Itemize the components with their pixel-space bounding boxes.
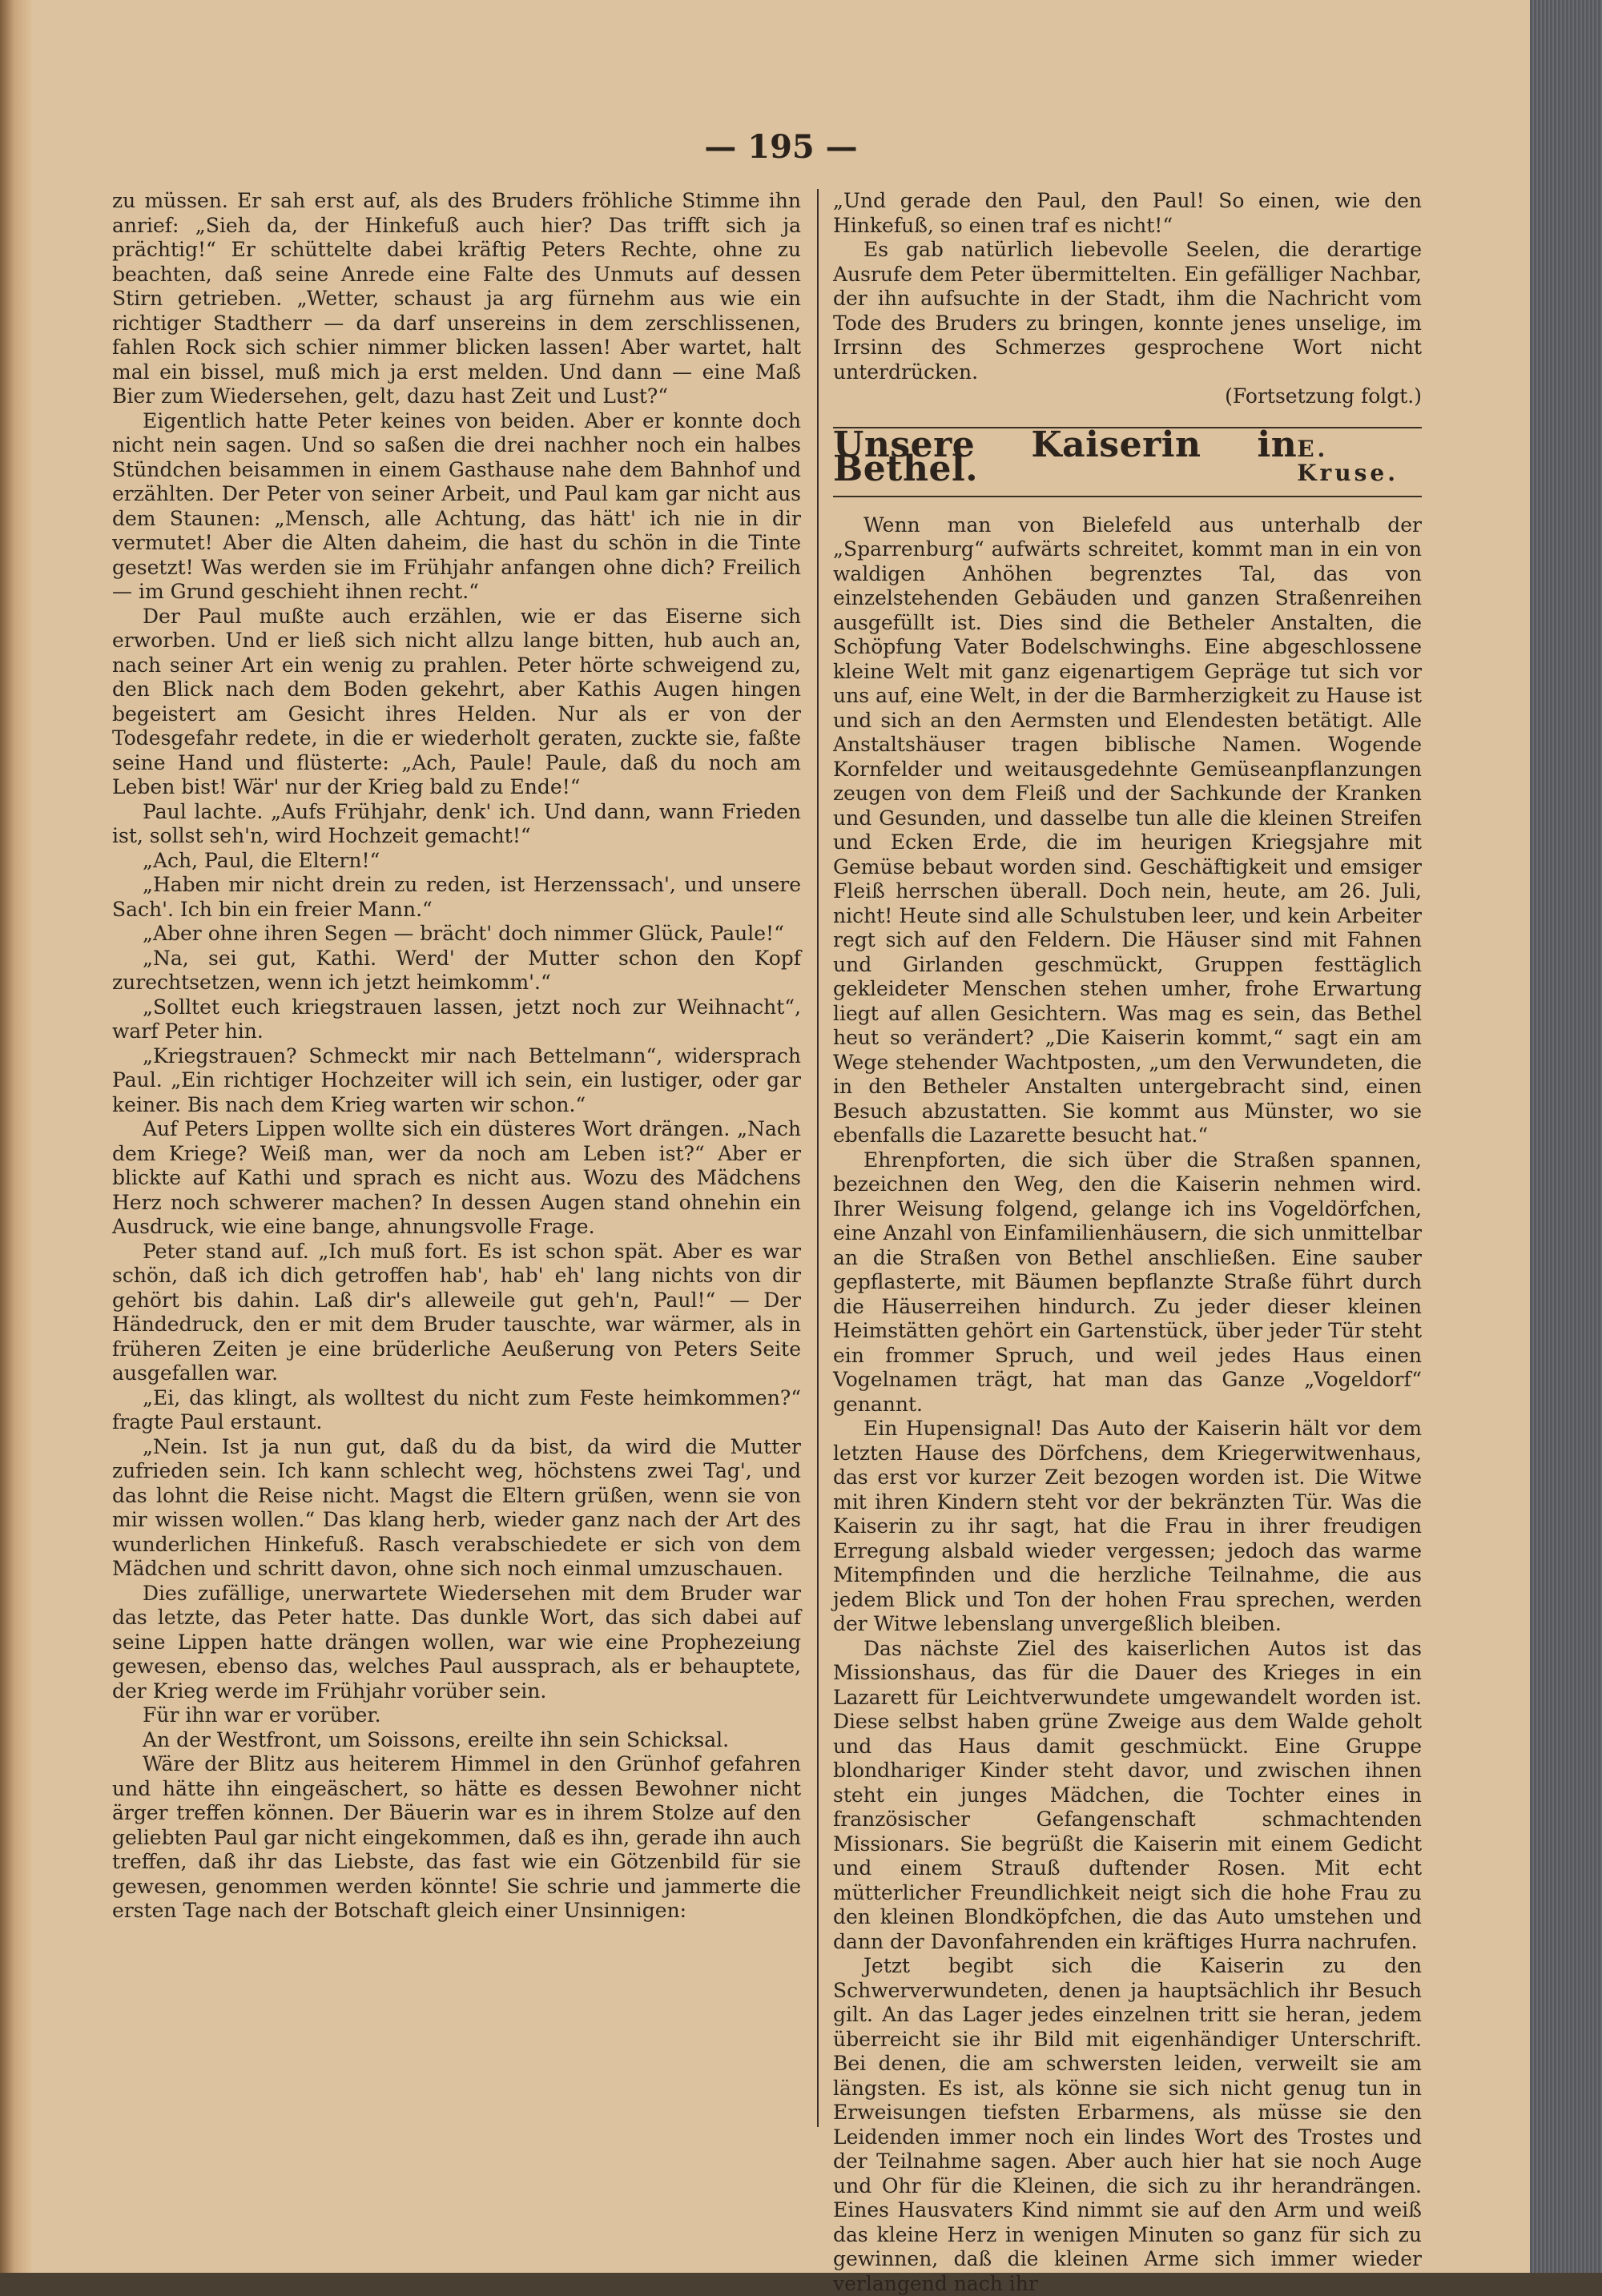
paragraph: „Kriegstrauen? Schmeckt mir nach Bettelmann“, widersprach Paul. „Ein richtiger Hochzeiter will ich sein, ein lustiger, oder gar keiner. Bis nach dem Krieg warten wir schon.“ [112,1043,801,1116]
paragraph: Wäre der Blitz aus heiterem Himmel in den Grünhof gefahren und hätte ihn eingeäschert, so hätte es dessen Bewohner nicht ärger treffen können. Der Bäuerin war es in ihrem Stolze auf den geliebten Paul gar nicht eingekommen, daß es ihn, gerade ihn auch treffen, daß ihr das Liebste, das fast wie ein Götzenbild für sie gewesen, genommen werden könnte! Sie schrie und jammerte die ersten Tage nach der Botschaft gleich einer Unsinnigen: [112,1752,801,1922]
paragraph: „Solltet euch kriegstrauen lassen, jetzt noch zur Weihnacht“, warf Peter hin. [112,995,801,1043]
paragraph: An der Westfront, um Soissons, ereilte ihn sein Schicksal. [143,1727,730,1751]
paragraph: Paul lachte. „Aufs Frühjahr, denk' ich. Und dann, wann Frieden ist, sollst seh'n, wird Hochzeit gemacht!“ [112,799,801,847]
article-headline [833,424,1422,497]
newspaper-page [32,0,1530,2295]
article-title: Unsere Kaiserin in Bethel. [833,424,1298,489]
article-paragraph: Ehrenpforten, die sich über die Straßen spannen, bezeichnen den Weg, den die Kaiserin nehmen wird. Ihrer Weisung folgend, gelange ich ins Vogeldörfchen, eine Anzahl von Einfamilienhäusern, die sich unmittelbar an die Straßen von Bethel anschließen. Eine sauber gepflasterte, mit Bäumen bepflanzte Straße führt durch die Häuserreihen hindurch. Zu jeder dieser kleinen Heimstätten gehört ein Gartenstück, über jeder Tür steht ein frommer Spruch, und weil jedes Haus einen Vogelnamen trägt, hat man das Ganze „Vogeldorf“ genannt. [833,1148,1422,1416]
article-paragraph: Jetzt begibt sich die Kaiserin zu den Schwerverwundeten, denen ja hauptsächlich ihr Besuch gilt. An das Lager jedes einzelnen tritt sie heran, jedem überreicht sie ihr Bild mit eigenhändiger Unterschrift. Bei denen, die am schwersten leiden, verweilt sie am längsten. Es ist, als könne sie sich nicht genug tun in Erweisungen tiefsten Erbarmens, als müsse sie den Leidenden immer noch ein lindes Wort des Trostes und der Teilnahme sagen. Aber auch hier hat sie noch Auge und Ohr für die Kleinen, die sich zu ihr herandrängen. Eines Hausvaters Kind nimmt sie auf den Arm und weiß das kleine Herz in wenigen Minuten so ganz für sich zu gewinnen, daß die kleinen Arme sich immer wieder verlangend nach ihr [833,1954,1422,2295]
paragraph: „Na, sei gut, Kathi. Werd' der Mutter schon den Kopf zurechtsetzen, wenn ich jetzt heimkomm'.“ [112,946,801,994]
paragraph: „Nein. Ist ja nun gut, daß du da bist, da wird die Mutter zufrieden sein. Ich kann schlecht weg, höchstens zwei Tag', und das lohnt die Reise nicht. Magst die Eltern grüßen, wenn sie von mir wissen wollen.“ Das klang herb, wieder ganz nach der Art des wunderlichen Hinkefuß. Rasch verabschiedete er sich von dem Mädchen und schritt davon, ohne sich noch einmal umzuschauen. [112,1434,801,1580]
paragraph: Auf Peters Lippen wollte sich ein düsteres Wort drängen. „Nach dem Kriege? Weiß man, wer da noch am Leben ist?“ Aber er blickte auf Kathi und sprach es nicht aus. Wozu des Mädchens Herz noch schwerer machen? In dessen Augen stand ohnehin ein Ausdruck, wie eine bange, ahnungsvolle Frage. [112,1117,801,1238]
article-paragraph: Wenn man von Bielefeld aus unterhalb der „Sparrenburg“ aufwärts schreitet, kommt man in ein von waldigen Anhöhen begrenztes Tal, das von einzelstehenden Gebäuden und ganzen Straßenreihen ausgefüllt ist. Dies sind die Betheler Anstalten, die Schöpfung Vater Bodelschwinghs. Eine abgeschlossene kleine Welt mit ganz eigenartigem Gepräge tut sich vor uns auf, eine Welt, in der die Barmherzigkeit zu Hause ist und sich an den Aermsten und Elendesten betätigt. Alle Anstaltshäuser tragen biblische Namen. Wogende Kornfelder und weitausgedehnte Gemüseanpflanzungen zeugen von dem Fleiß und der Sachkunde der Kranken und Gesunden, und dasselbe tun alle die kleinen Streifen und Ecken Erde, die im heurigen Kriegsjahre mit Gemüse bebaut worden sind. Geschäftigkeit und emsiger Fleiß herrschen überall. Doch nein, heute, am 26. Juli, nicht! Heute sind alle Schulstuben leer, und kein Arbeiter regt sich auf den Feldern. Die Häuser sind mit Fahnen und Girlanden geschmückt, Gruppen festtäglich gekleideter Menschen stehen umher, frohe Erwartung liegt auf allen Gesichtern. Was mag es sein, das Bethel heut so verändert? „Die Kaiserin kommt,“ sagt ein am Wege stehender Wachtposten, „um den Verwundeten, die in den Betheler Anstalten untergebracht sind, einen Besuch abzustatten. Sie kommt aus Münster, wo sie ebenfalls die Lazarette besucht hat.“ [833,513,1422,1147]
paragraph: Der Paul mußte auch erzählen, wie er das Eiserne sich erworben. Und er ließ sich nicht allzu lange bitten, hub auch an, nach seiner Art ein wenig zu prahlen. Peter hörte schweigend zu, den Blick nach dem Boden gekehrt, aber Kathis Augen hingen begeistert am Gesicht ihres Helden. Nur als er von der Todesgefahr redete, in die er wiederholt geraten, zuckte sie, faßte seine Hand und flüsterte: „Ach, Paule! Paule, daß du noch am Leben bist! Wär' nur der Krieg bald zu Ende!“ [112,604,801,798]
column-divider [817,189,819,2127]
article-paragraph: Ein Hupensignal! Das Auto der Kaiserin hält vor dem letzten Hause des Dörfchens, dem Kriegerwitwenhaus, das erst vor kurzer Zeit bezogen worden ist. Die Witwe mit ihren Kindern steht vor der bekränzten Tür. Was die Kaiserin zu ihr sagt, hat die Frau in ihrer freudigen Erregung alsbald wieder vergessen; jedoch das warme Mitempfinden und die herzliche Teilnahme, die aus jedem Blick und Ton der hohen Frau sprechen, werden der Witwe lebenslang unvergeßlich bleiben. [833,1417,1422,1635]
paragraph: „Und gerade den Paul, den Paul! So einen, wie den Hinkefuß, so einen traf es nicht!“ [833,189,1422,237]
article-author: E. Kruse. [1297,435,1399,486]
continued-note: (Fortsetzung folgt.) [1225,384,1422,408]
page-number: — 195 — [704,128,858,166]
article-paragraph: Das nächste Ziel des kaiserlichen Autos ist das Missionshaus, das für die Dauer des Krieges in ein Lazarett für Leichtverwundete umgewandelt worden ist. Diese selbst haben grüne Zweige aus dem Walde geholt und das Haus damit geschmückt. Eine Gruppe blondhariger Kinder steht davor, und zwischen ihnen steht ein junges Mädchen, die Tochter eines in französischer Gefangenschaft schmachtenden Missionars. Sie begrüßt die Kaiserin mit einem Gedicht und einem Strauß duftender Rosen. Mit echt mütterlicher Freundlichkeit neigt sich die hohe Frau zu den kleinen Blondköpfchen, die das Auto umstehen und dann der Davonfahrenden ein kräftiges Hurra nachrufen. [833,1636,1422,1953]
paragraph: „Ei, das klingt, als wolltest du nicht zum Feste heimkommen?“ fragte Paul erstaunt. [112,1385,801,1433]
paragraph: Peter stand auf. „Ich muß fort. Es ist schon spät. Aber es war schön, daß ich dich getroffen hab', hab' eh' lang nichts von dir gehört bis dahin. Laß dir's alleweile gut geh'n, Paul!“ — Der Händedruck, den er mit dem Bruder tauschte, war wärmer, als in früheren Zeiten je eine brüderliche Aeußerung von Peters Seite ausgefallen war. [112,1239,801,1385]
right-column [833,189,1422,2296]
paragraph: Dies zufällige, unerwartete Wiedersehen mit dem Bruder war das letzte, das Peter hatte. Das dunkle Wort, das sich dabei auf seine Lippen hatte drängen wollen, war wie eine Prophezeiung gewesen, ebenso das, welches Paul aussprach, als er behauptete, der Krieg werde im Frühjahr vorüber sein. [112,1581,801,1703]
left-column [112,189,801,1924]
paragraph: „Aber ohne ihren Segen — brächt' doch nimmer Glück, Paule!“ [143,922,784,945]
paragraph: zu müssen. Er sah erst auf, als des Bruders fröhliche Stimme ihn anrief: „Sieh da, der Hinkefuß auch hier? Das trifft sich ja prächtig!“ Er schüttelte dabei kräftig Peters Rechte, ohne zu beachten, daß seine Anrede eine Falte des Unmuts auf dessen Stirn getrieben. „Wetter, schaust ja arg fürnehm aus wie ein richtiger Stadtherr — da darf unsereins in dem zerschlissenen, fahlen Rock sich schier nimmer blicken lassen! Aber wartet, halt mal ein bissel, muß mich ja erst melden. Und dann — eine Maß Bier zum Wiedersehen, gelt, dazu hast Zeit und Lust?“ [112,189,801,408]
paragraph: Es gab natürlich liebevolle Seelen, die derartige Ausrufe dem Peter übermittelten. Ein gefälliger Nachbar, der ihn aufsuchte in der Stadt, ihm die Nachricht vom Tode des Bruders zu bringen, konnte jenes unselige, im Irrsinn des Schmerzes gesprochene Wort nicht unterdrücken. [833,238,1422,384]
paragraph: „Ach, Paul, die Eltern!“ [143,848,380,872]
book-edge [1530,0,1602,2273]
paragraph: Eigentlich hatte Peter keines von beiden. Aber er konnte doch nicht nein sagen. Und so saßen die drei nachher noch ein halbes Stündchen beisammen in einem Gasthause nahe dem Bahnhof und erzählten. Der Peter von seiner Arbeit, und Paul kam gar nicht aus dem Staunen: „Mensch, alle Achtung, das hätt' ich nie in dir vermutet! Aber die Alten daheim, die hast du schön in die Tinte gesetzt! Was werden sie im Frühjahr anfangen ohne dich? Freilich — im Grund geschieht ihnen recht.“ [112,408,801,603]
paragraph: Für ihn war er vorüber. [143,1703,381,1727]
paragraph: „Haben mir nicht drein zu reden, ist Herzenssach', und unsere Sach'. Ich bin ein freier Mann.“ [112,873,801,921]
